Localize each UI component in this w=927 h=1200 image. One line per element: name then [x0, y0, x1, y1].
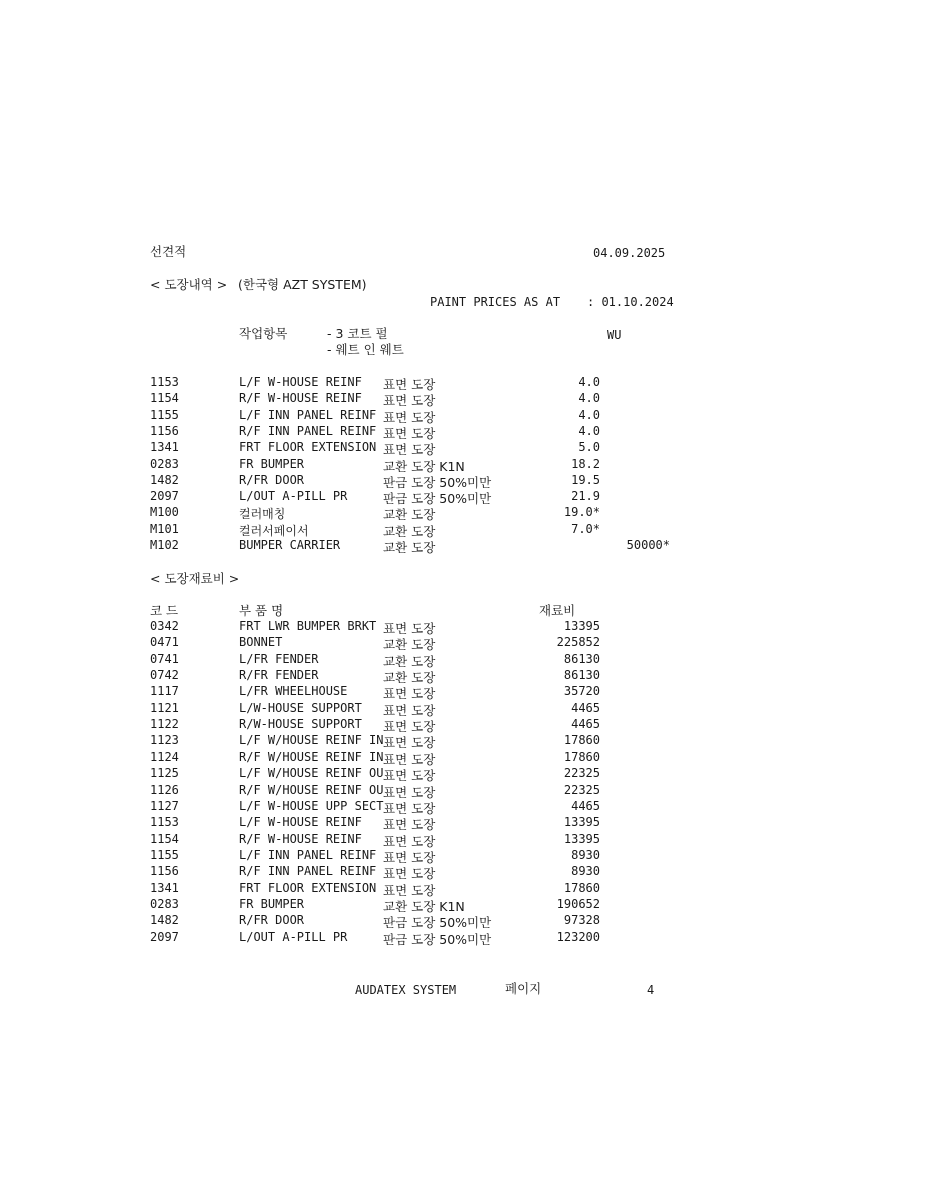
column-header-part-name: 부 품 명 [239, 603, 284, 618]
row-code: 1155 [150, 847, 179, 862]
table-row [0, 733, 927, 749]
row-part-name: L/OUT A-PILL PR [239, 489, 348, 504]
row-operation: 표면 도장 [383, 686, 436, 702]
row-code: M101 [150, 521, 179, 536]
row-part-name: 컬러서페이서 [239, 523, 309, 538]
table-row [0, 848, 927, 864]
footer-page-number: 4 [647, 983, 655, 997]
table-row [0, 408, 927, 424]
row-operation: 표면 도장 [383, 784, 436, 800]
row-operation: 판금 도장 50%미만 [383, 491, 492, 507]
row-part-name: L/OUT A-PILL PR [239, 929, 348, 944]
row-value: 4.0 [578, 375, 600, 389]
table-row [0, 766, 927, 782]
wu-column-label: WU [607, 328, 622, 342]
row-part-name: L/FR FENDER [239, 651, 319, 666]
row-code: 1154 [150, 831, 179, 846]
row-value: 4.0 [578, 423, 600, 438]
footer-system-name: AUDATEX SYSTEM [355, 983, 457, 997]
column-header-code: 코 드 [150, 603, 179, 618]
row-operation: 교환 도장 K1N [383, 458, 465, 474]
row-operation: 교환 도장 [383, 540, 436, 555]
table-row [0, 457, 927, 473]
row-code: 1153 [150, 375, 179, 389]
table-row [0, 701, 927, 717]
row-part-name: R/F W-HOUSE REINF [239, 391, 362, 406]
table-row [0, 522, 927, 538]
row-operation: 표면 도장 [383, 882, 436, 898]
system-label: (한국형 AZT SYSTEM) [238, 277, 367, 292]
row-value: 22325 [563, 766, 600, 781]
row-operation: 표면 도장 [383, 393, 436, 409]
row-operation: 교환 도장 [383, 637, 436, 653]
table-row [0, 652, 927, 668]
row-part-name: R/F W/HOUSE REINF IN [239, 749, 384, 764]
document-title: 선견적 [150, 244, 187, 259]
row-value: 86130 [563, 668, 600, 683]
footer-page-label: 페이지 [505, 981, 542, 996]
work-item-1: - 3 코트 펄 [327, 326, 388, 341]
table-row [0, 635, 927, 651]
row-operation: 표면 도장 [383, 735, 436, 751]
row-part-name: R/F W/HOUSE REINF OU [239, 782, 384, 797]
row-operation: 교환 도장 [383, 507, 436, 523]
table-row [0, 505, 927, 521]
paint-prices-date: : 01.10.2024 [587, 295, 674, 309]
row-code: 1482 [150, 472, 179, 487]
row-operation: 판금 도장 50%미만 [383, 915, 492, 931]
row-operation: 표면 도장 [383, 442, 436, 458]
row-value: 4.0 [578, 391, 600, 406]
paint-prices-label: PAINT PRICES AS AT [430, 295, 561, 309]
row-value: 190652 [556, 896, 600, 911]
row-value: 22325 [563, 782, 600, 797]
row-part-name: FRT FLOOR EXTENSION [239, 440, 377, 455]
row-part-name: FRT LWR BUMPER BRKT [239, 619, 377, 633]
row-operation: 표면 도장 [383, 409, 436, 425]
row-code: 0283 [150, 896, 179, 911]
row-code: 2097 [150, 929, 179, 944]
table-row [0, 897, 927, 913]
row-part-name: R/FR DOOR [239, 472, 305, 487]
row-operation: 표면 도장 [383, 621, 436, 636]
row-part-name: 컬러매칭 [239, 507, 286, 522]
row-operation: 표면 도장 [383, 719, 436, 735]
row-value: 8930 [571, 847, 600, 862]
row-operation: 표면 도장 [383, 800, 436, 816]
row-operation: 교환 도장 [383, 653, 436, 669]
row-value: 19.0* [563, 505, 600, 520]
table-row [0, 619, 927, 635]
table-row [0, 913, 927, 929]
row-operation: 판금 도장 50%미만 [383, 931, 492, 947]
row-value: 4465 [571, 798, 600, 813]
row-part-name: BUMPER CARRIER [239, 538, 341, 552]
row-part-name: R/F INN PANEL REINF [239, 423, 377, 438]
row-code: 0471 [150, 635, 179, 650]
row-code: 1127 [150, 798, 179, 813]
table-row [0, 684, 927, 700]
row-operation: 표면 도장 [383, 849, 436, 865]
table-row [0, 832, 927, 848]
table-row [0, 668, 927, 684]
row-value: 19.5 [571, 472, 600, 487]
row-code: 0342 [150, 619, 179, 633]
row-part-name: L/F W-HOUSE REINF [239, 815, 362, 830]
row-value: 17860 [563, 880, 600, 895]
row-part-name: R/FR DOOR [239, 913, 305, 928]
row-part-name: FR BUMPER [239, 896, 305, 911]
row-extra-value: 50000* [626, 538, 670, 552]
row-value: 86130 [563, 651, 600, 666]
column-header-material-cost: 재료비 [539, 603, 576, 618]
row-value: 8930 [571, 864, 600, 879]
table-row [0, 538, 927, 554]
row-code: 1341 [150, 440, 179, 455]
row-code: 1156 [150, 423, 179, 438]
row-value: 13395 [563, 831, 600, 846]
row-operation: 표면 도장 [383, 833, 436, 849]
document-date: 04.09.2025 [593, 246, 666, 260]
row-value: 21.9 [571, 489, 600, 504]
row-code: 1125 [150, 766, 179, 781]
row-part-name: L/F W/HOUSE REINF IN [239, 733, 384, 748]
row-part-name: L/F W-HOUSE UPP SECT [239, 798, 384, 813]
row-part-name: L/F INN PANEL REINF [239, 407, 377, 422]
row-code: 0741 [150, 651, 179, 666]
row-value: 17860 [563, 733, 600, 748]
row-code: 1155 [150, 407, 179, 422]
row-code: 1154 [150, 391, 179, 406]
table-row [0, 391, 927, 407]
row-code: 1123 [150, 733, 179, 748]
row-code: 1117 [150, 684, 179, 699]
table-row [0, 864, 927, 880]
table-row [0, 717, 927, 733]
row-code: 1126 [150, 782, 179, 797]
row-operation: 표면 도장 [383, 702, 436, 718]
row-code: 1482 [150, 913, 179, 928]
row-part-name: R/FR FENDER [239, 668, 319, 683]
table-row [0, 815, 927, 831]
row-value: 35720 [563, 684, 600, 699]
table-row [0, 424, 927, 440]
row-value: 18.2 [571, 456, 600, 471]
row-operation: 교환 도장 [383, 523, 436, 539]
row-part-name: L/F INN PANEL REINF [239, 847, 377, 862]
table-row [0, 473, 927, 489]
row-part-name: FRT FLOOR EXTENSION [239, 880, 377, 895]
row-code: 1156 [150, 864, 179, 879]
row-value: 4465 [571, 717, 600, 732]
row-code: 2097 [150, 489, 179, 504]
row-value: 4465 [571, 700, 600, 715]
table-row [0, 799, 927, 815]
table-row [0, 489, 927, 505]
row-value: 13395 [563, 619, 600, 633]
row-part-name: L/W-HOUSE SUPPORT [239, 700, 362, 715]
row-code: M102 [150, 538, 179, 552]
row-operation: 표면 도장 [383, 817, 436, 833]
row-code: 1121 [150, 700, 179, 715]
table-row [0, 783, 927, 799]
row-code: 0742 [150, 668, 179, 683]
row-operation: 표면 도장 [383, 866, 436, 882]
row-part-name: L/FR WHEELHOUSE [239, 684, 348, 699]
row-operation: 판금 도장 50%미만 [383, 474, 492, 490]
work-item-2: - 웨트 인 웨트 [327, 342, 404, 357]
row-code: M100 [150, 505, 179, 520]
row-value: 225852 [556, 635, 600, 650]
table-row [0, 930, 927, 946]
row-operation: 표면 도장 [383, 751, 436, 767]
row-value: 5.0 [578, 440, 600, 455]
row-value: 123200 [556, 929, 600, 944]
row-part-name: R/W-HOUSE SUPPORT [239, 717, 362, 732]
row-operation: 교환 도장 K1N [383, 898, 465, 914]
row-code: 1153 [150, 815, 179, 830]
row-operation: 표면 도장 [383, 768, 436, 784]
row-part-name: L/F W/HOUSE REINF OU [239, 766, 384, 781]
work-items-label: 작업항목 [239, 326, 288, 341]
table-row [0, 375, 927, 391]
row-value: 13395 [563, 815, 600, 830]
row-code: 1122 [150, 717, 179, 732]
table-row [0, 881, 927, 897]
row-code: 1341 [150, 880, 179, 895]
row-part-name: FR BUMPER [239, 456, 305, 471]
section-title-paint: < 도장내역 > [150, 277, 228, 292]
row-value: 7.0* [571, 521, 600, 536]
table-row [0, 750, 927, 766]
row-part-name: L/F W-HOUSE REINF [239, 375, 362, 389]
row-value: 97328 [563, 913, 600, 928]
table-row [0, 440, 927, 456]
row-part-name: BONNET [239, 635, 283, 650]
section-title-materials: < 도장재료비 > [150, 571, 240, 586]
row-code: 0283 [150, 456, 179, 471]
row-operation: 표면 도장 [383, 425, 436, 441]
row-value: 4.0 [578, 407, 600, 422]
row-operation: 교환 도장 [383, 670, 436, 686]
row-code: 1124 [150, 749, 179, 764]
row-part-name: R/F INN PANEL REINF [239, 864, 377, 879]
row-operation: 표면 도장 [383, 377, 436, 392]
row-part-name: R/F W-HOUSE REINF [239, 831, 362, 846]
row-value: 17860 [563, 749, 600, 764]
